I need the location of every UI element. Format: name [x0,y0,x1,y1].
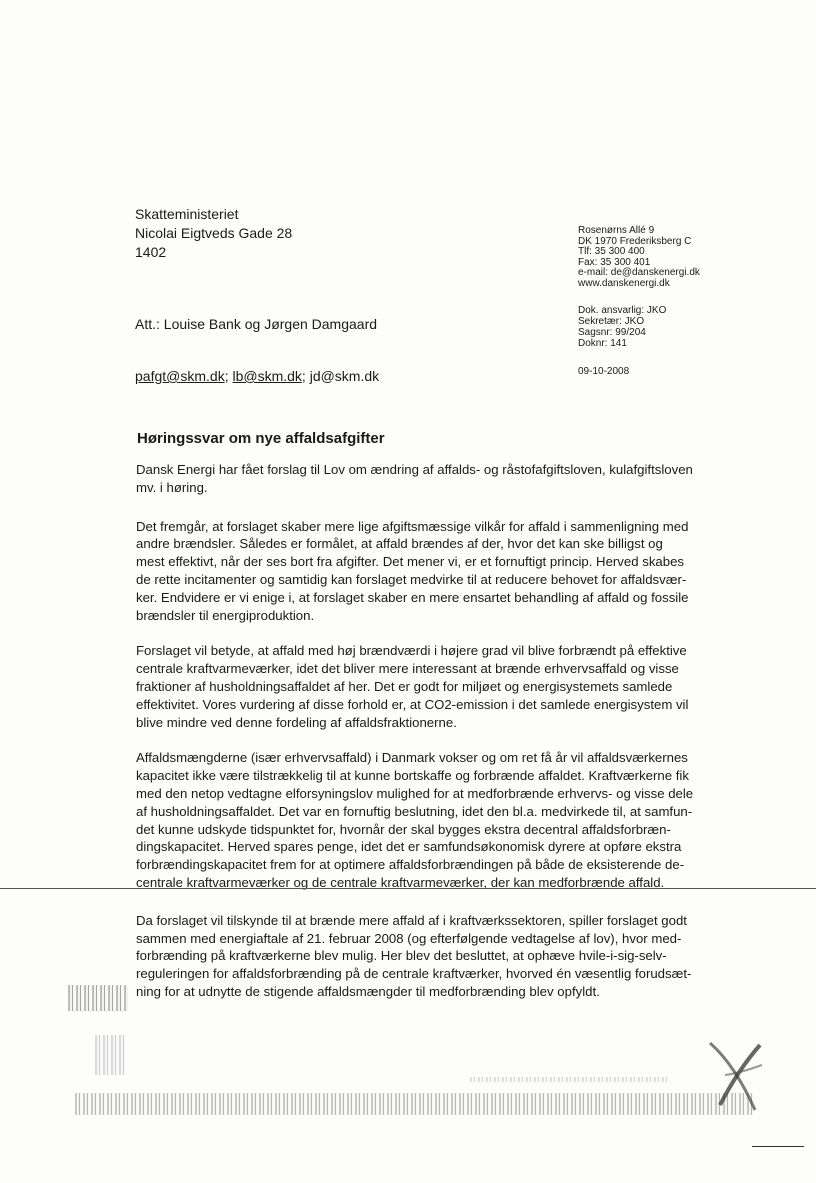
text-line: det kunne udskyde tidspunktet for, hvornår der skal bygges ekstra decentral affaldsforbræn- [136,821,671,837]
text-line: forbrænding på kraftværkerne blev mulig. Her blev det besluttet, at ophæve hvile-i-sig-selv- [136,948,667,964]
letter-body [136,461,714,1019]
paragraph [136,461,714,497]
text-line: med den netop vedtagne elforsyningslov mulighed for at medforbrænde erhvervs- og visse dele [136,785,694,801]
sender-line: e-mail: de@danskenergi.dk [578,267,700,278]
text-line: ning for at udnytte de stigende affaldsmængder til medforbrænding blev opfyldt. [136,983,600,999]
sender-line: DK 1970 Frederiksberg C [578,235,692,247]
recipient-address [135,205,292,262]
text-line: centrale kraftvarmeværker og de centrale kraftvarmeværker, der kan medforbrænde affald. [136,874,665,890]
sender-line: Fax: 35 300 401 [578,256,651,268]
doc-info-line: Sekretær: JKO [578,316,645,327]
sender-address [578,226,700,289]
scan-noise [95,1035,125,1075]
recipient-line: Skatteministeriet [135,206,239,222]
email-text: jd@skm.dk [309,368,380,384]
text-line: mest effektivt, når der ses bort fra afgifter. Det mener vi, er et fornuftigt princip. Herved skabes [136,554,685,570]
scan-mark [752,1146,804,1147]
text-line: Da forslaget vil tilskynde til at brænde mere affald af i kraftværkssektoren, spiller forslaget godt [136,912,687,928]
text-line: blive mindre ved denne fordeling af affaldsfraktionerne. [136,714,457,730]
scan-noise [68,985,128,1011]
email-separator: ; [301,368,310,384]
paragraph [136,642,714,731]
text-line: Dansk Energi har fået forslag til Lov om ændring af affalds- og råstofafgiftsloven, kulafgiftsloven [136,462,693,477]
text-line: centrale kraftvarmeværker, idet det bliver mere interessant at brænde erhvervsaffald og visse [136,661,679,677]
scan-noise [470,1077,670,1082]
text-line: dingskapacitet. Herved spares penge, idet det er samfundsøkonomisk dyrere at opføre ekstra [136,839,682,855]
text-line: fraktioner af husholdningsaffaldet af her. Det er godt for miljøet og energisystemets samlede [136,678,673,694]
letter-heading: Høringssvar om nye affaldsafgifter [137,430,385,447]
text-line: Forslaget vil betyde, at affald med høj brændværdi i højere grad vil blive forbrændt på effektive [136,643,687,659]
sender-line: www.danskenergi.dk [578,277,670,289]
text-line: forbrændingskapacitet frem for at optimere affaldsforbrændingen på både de eksisterende de- [136,857,685,873]
email-list [135,368,379,384]
text-line: andre brændsler. Således er formålet, at affald brændes af der, hvor det kan ske billigst og [136,536,663,552]
document-info [578,305,666,349]
sender-line: Tlf: 35 300 400 [578,246,645,257]
paragraph [136,912,714,1001]
text-line: kapacitet ikke være tilstrækkelig til at kunne bortskaffe og forbrænde affaldet. Kraftværkerne fik [136,768,689,784]
text-line: Det fremgår, at forslaget skaber mere lige afgiftsmæssige vilkår for affald i sammenligning med [136,518,689,534]
scan-noise [75,1093,755,1115]
doc-info-line: Dok. ansvarlig: JKO [578,305,667,316]
email-link[interactable]: pafgt@skm.dk [135,368,225,384]
sender-line: Rosenørns Allé 9 [578,225,655,236]
text-line: sammen med energiaftale af 21. februar 2008 (og efterfølgende vedtagelse af lov), hvor med- [136,930,682,946]
logo-mark-icon [700,1035,775,1120]
recipient-line: 1402 [135,244,167,260]
text-line: brændsler til energiproduktion. [136,607,315,623]
paragraph [136,518,714,625]
text-line: ker. Endvidere er vi enige i, at forslaget skaber en mere ensartet behandling af affald og fossile [136,589,689,605]
fold-line [0,888,816,889]
email-link[interactable]: lb@skm.dk [232,368,302,384]
recipient-line: Nicolai Eigtveds Gade 28 [135,225,293,241]
text-line: reguleringen for affaldsforbrænding på de centrale kraftværker, hvorved én væsentlig forudsæt- [136,966,692,982]
email-separator: ; [224,368,233,384]
text-line: Affaldsmængderne (især erhvervsaffald) i Danmark vokser og om ret få år vil affaldsværkernes [136,750,688,766]
doc-info-line: Doknr: 141 [578,338,627,349]
text-line: de rette incitamenter og samtidig kan forslaget medvirke til at reducere behovet for affaldsvær- [136,571,687,587]
paragraph [136,749,714,891]
doc-info-line: Sagsnr: 99/204 [578,327,646,338]
text-line: effektivitet. Vores vurdering af disse forhold er, at CO2-emission i det samlede energisystem vil [136,696,689,712]
text-line: af husholdningsaffaldet. Det var en fornuftig beslutning, idet den bl.a. medvirkede til, at samfun- [136,803,693,819]
text-line: mv. i høring. [136,479,208,495]
attention-line: Att.: Louise Bank og Jørgen Damgaard [135,316,378,332]
letter-date: 09-10-2008 [578,366,630,377]
